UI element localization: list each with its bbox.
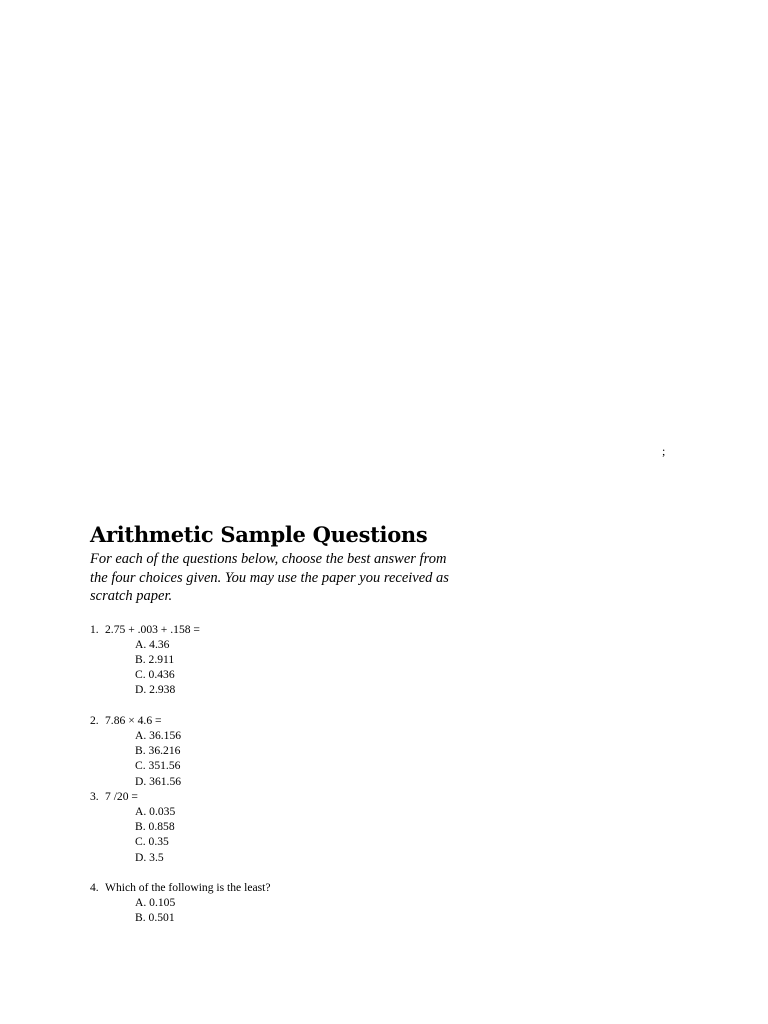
- answer-choice: B. 0.858: [135, 820, 175, 834]
- question-2: [90, 713, 490, 789]
- question-number: 4.: [90, 880, 99, 894]
- answer-choice: C. 0.35: [135, 835, 169, 849]
- answer-choice: B. 0.501: [135, 911, 175, 925]
- question-text: 7 /20 =: [105, 789, 138, 803]
- question-stem: [90, 880, 490, 895]
- question-list: [90, 622, 490, 926]
- answer-choice: A. 0.035: [135, 804, 176, 818]
- answer-choice: B. 2.911: [135, 652, 175, 666]
- instructions-paragraph: For each of the questions below, choose the best answer from the four choices given. You may use the paper you received as scratch paper.: [90, 551, 449, 604]
- answer-choices: [90, 895, 490, 925]
- answer-choice: D. 2.938: [135, 683, 176, 697]
- answer-choices: [90, 728, 490, 789]
- question-number: 3.: [90, 789, 99, 803]
- answer-choice: A. 4.36: [135, 637, 170, 651]
- question-text: 7.86 × 4.6 =: [105, 713, 162, 727]
- question-number: 1.: [90, 622, 99, 636]
- answer-choice: C. 0.436: [135, 668, 175, 682]
- question-stem: [90, 789, 490, 804]
- stray-semicolon: ;: [662, 444, 666, 458]
- question-number: 2.: [90, 713, 99, 727]
- answer-choice: D. 361.56: [135, 774, 182, 788]
- answer-choice: D. 3.5: [135, 850, 164, 864]
- document-title: Arithmetic Sample Questions: [90, 522, 428, 547]
- document-content: [90, 520, 490, 926]
- answer-choice: A. 36.156: [135, 728, 182, 742]
- question-text: Which of the following is the least?: [105, 880, 271, 894]
- answer-choices: [90, 804, 490, 865]
- question-text: 2.75 + .003 + .158 =: [105, 622, 200, 636]
- question-stem: [90, 713, 490, 728]
- question-4: [90, 880, 490, 926]
- question-stem: [90, 622, 490, 637]
- answer-choices: [90, 637, 490, 698]
- question-1: [90, 622, 490, 698]
- answer-choice: A. 0.105: [135, 896, 176, 910]
- answer-choice: B. 36.216: [135, 744, 181, 758]
- answer-choice: C. 351.56: [135, 759, 181, 773]
- question-3: [90, 789, 490, 865]
